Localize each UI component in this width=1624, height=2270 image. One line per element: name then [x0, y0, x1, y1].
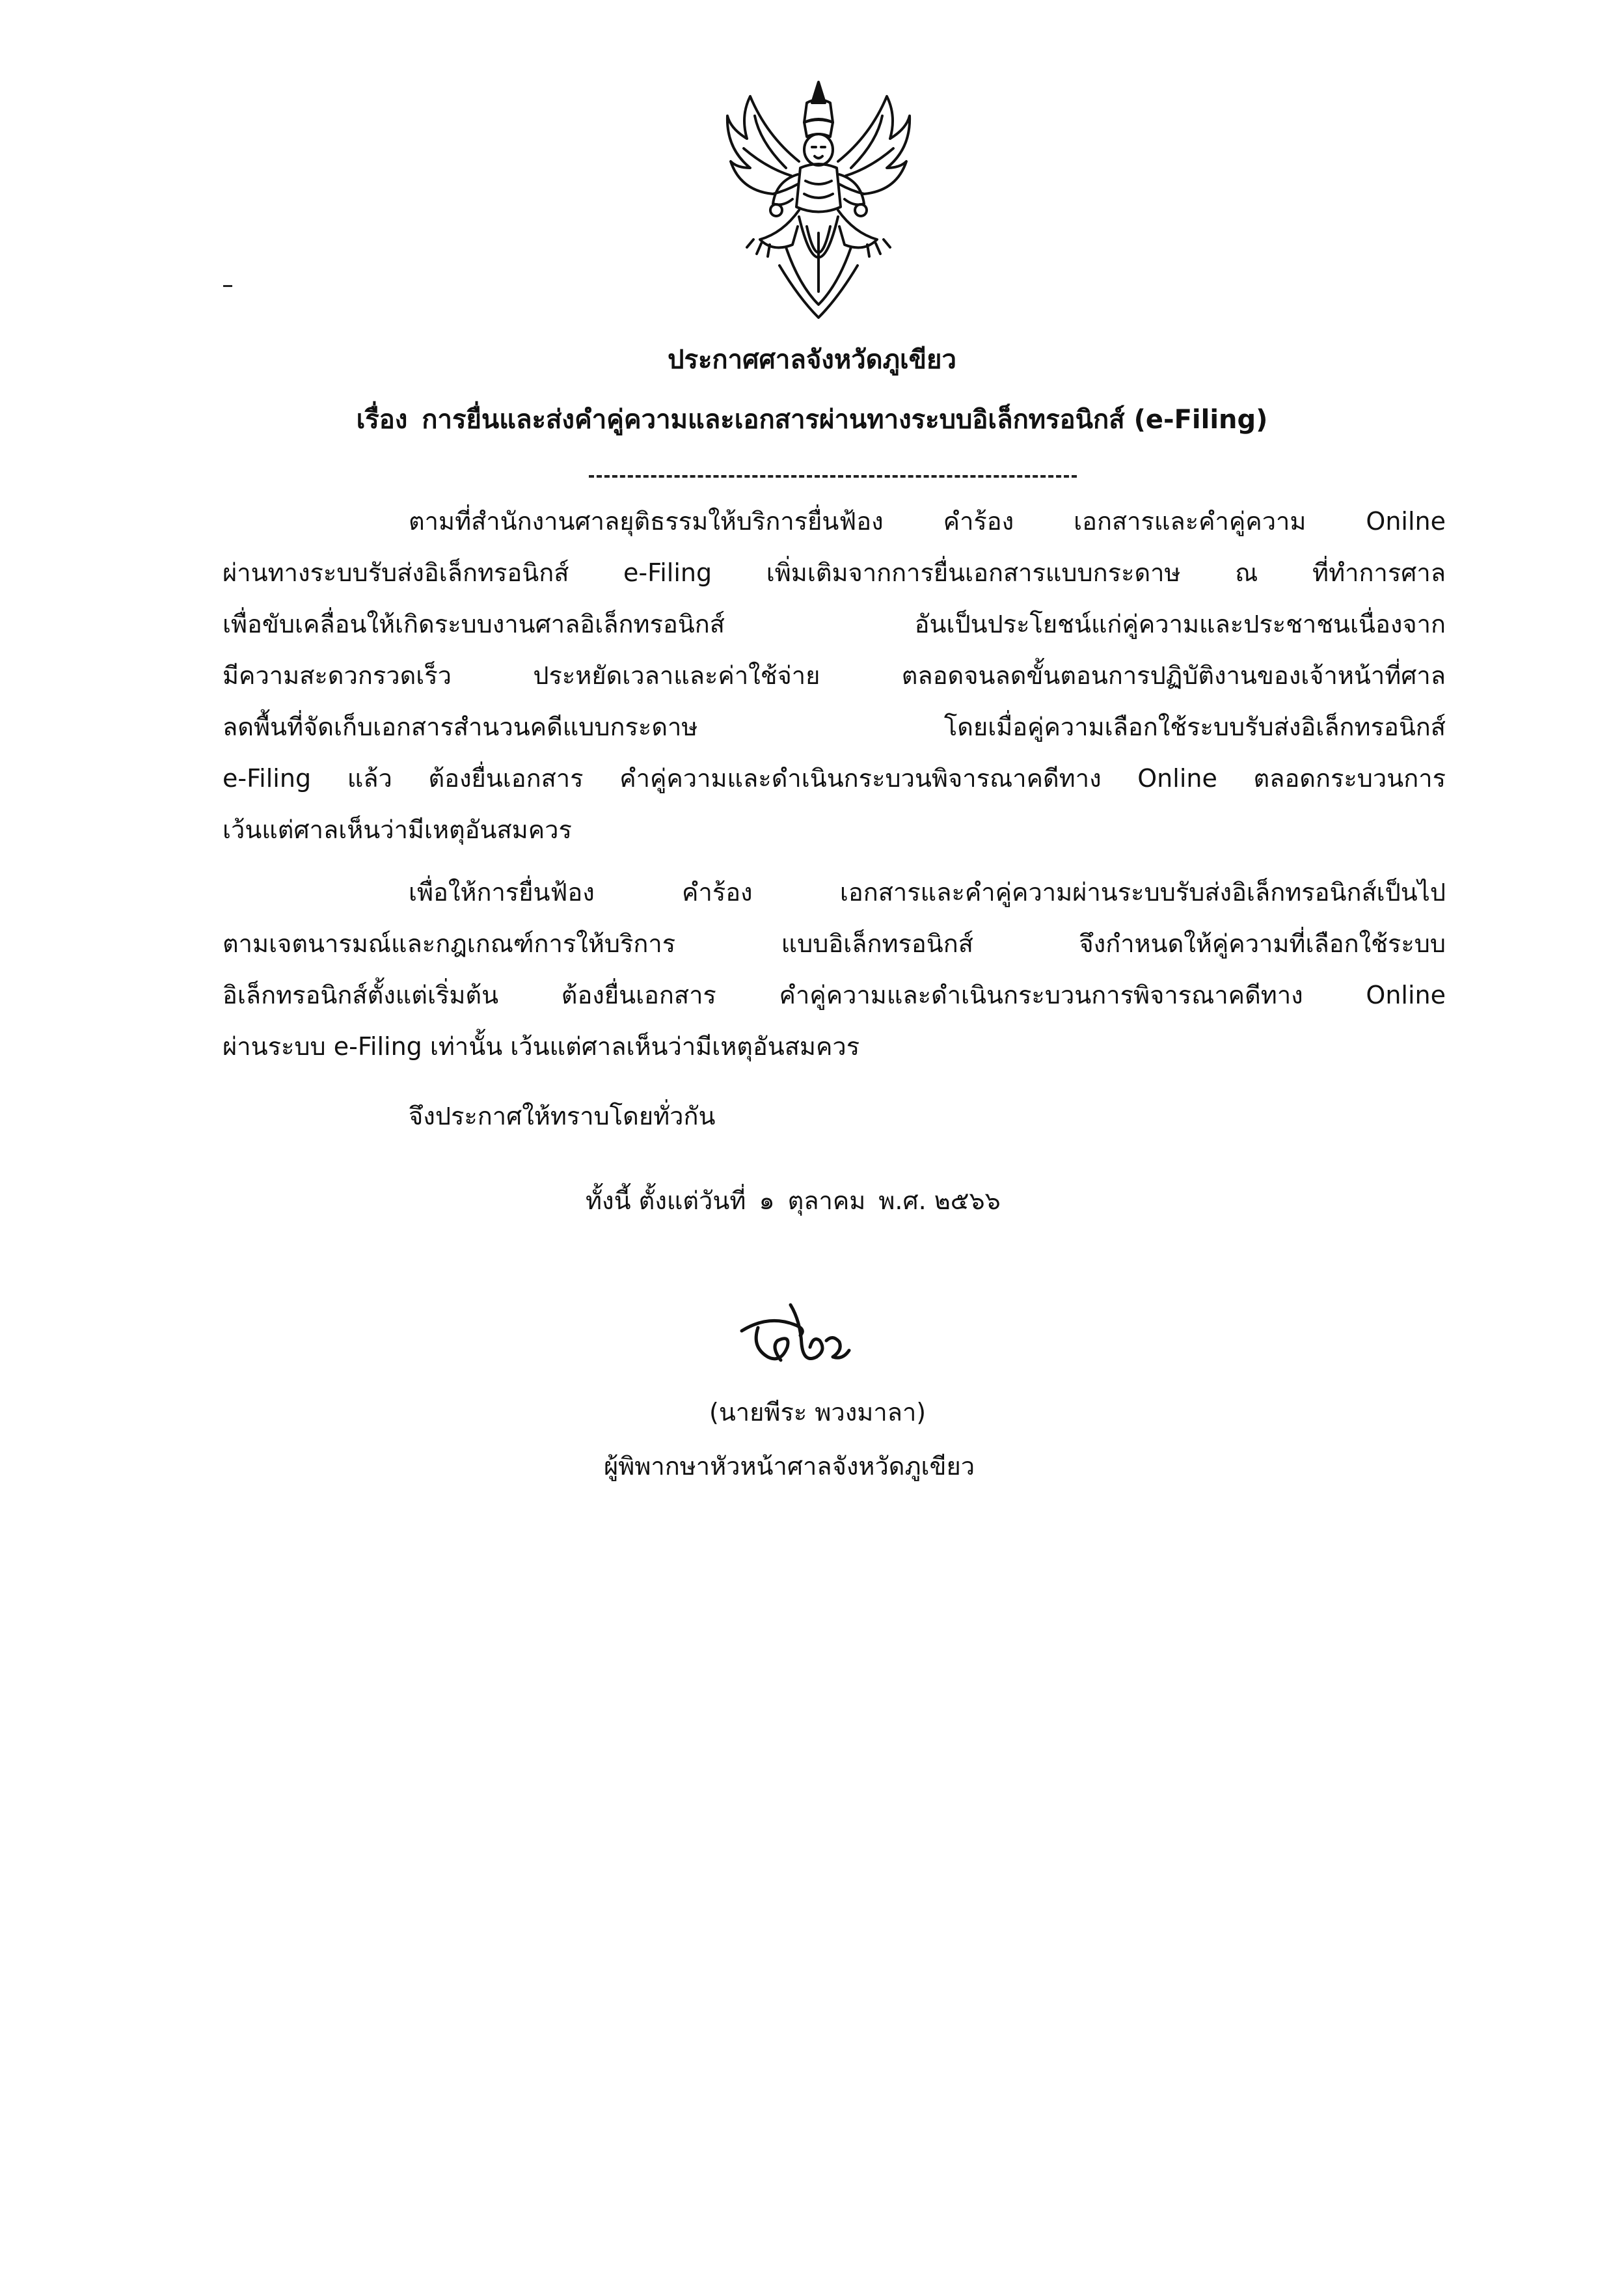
paragraph-line: ตามเจตนารมณ์และกฎเกณฑ์การให้บริการ แบบอิเล็กทรอนิกส์ จึงกำหนดให้คู่ความที่เลือกใช้ระบบ: [223, 929, 1446, 958]
subject-text: การยื่นและส่งคำคู่ความและเอกสารผ่านทางระบบอิเล็กทรอนิกส์ (e-Filing): [422, 405, 1268, 435]
effective-date-month: ตุลาคม: [787, 1186, 866, 1215]
paragraph-line: ผ่านระบบ e-Filing เท่านั้น เว้นแต่ศาลเห็นว่ามีเหตุอันสมควร: [223, 1032, 860, 1061]
paragraph-line: เว้นแต่ศาลเห็นว่ามีเหตุอันสมควร: [223, 815, 572, 844]
effective-date-day: ๑: [759, 1186, 775, 1215]
paragraph-line: ผ่านทางระบบรับส่งอิเล็กทรอนิกส์ e-Filing เพิ่มเติมจากการยื่นเอกสารแบบกระดาษ ณ ที่ทำการศาล: [223, 558, 1446, 587]
closing-statement: จึงประกาศให้ทราบโดยทั่วกัน: [409, 1102, 716, 1130]
paragraph-line: มีความสะดวกรวดเร็ว ประหยัดเวลาและค่าใช้จ่าย ตลอดจนลดขั้นตอนการปฏิบัติงานของเจ้าหน้าที่ศาล: [223, 661, 1446, 690]
title-divider: [589, 475, 1077, 478]
signer-name: (นายพีระ พวงมาลา): [709, 1398, 927, 1427]
garuda-emblem-icon: [721, 77, 916, 321]
effective-date-prefix: ทั้งนี้ ตั้งแต่วันที่: [586, 1186, 746, 1215]
paragraph-line: เพื่อให้การยื่นฟ้อง คำร้อง เอกสารและคำคู่ความผ่านระบบรับส่งอิเล็กทรอนิกส์เป็นไป: [409, 878, 1446, 907]
stray-mark: [223, 285, 232, 287]
effective-date: [586, 1178, 1014, 1224]
paragraph-2: [223, 867, 1446, 1073]
paragraph-line: ลดพื้นที่จัดเก็บเอกสารสำนวนคดีแบบกระดาษ โดยเมื่อคู่ความเลือกใช้ระบบรับส่งอิเล็กทรอนิกส์: [223, 713, 1446, 741]
paragraph-line: เพื่อขับเคลื่อนให้เกิดระบบงานศาลอิเล็กทรอนิกส์ อันเป็นประโยชน์แก่คู่ความและประชาชนเนื่องจาก: [223, 610, 1446, 638]
page-title: ประกาศศาลจังหวัดภูเขียว: [668, 345, 956, 375]
paragraph-1: [223, 496, 1446, 856]
subject-label: เรื่อง: [356, 405, 408, 435]
effective-date-year: พ.ศ. ๒๕๖๖: [878, 1186, 1001, 1215]
paragraph-line: e-Filing แล้ว ต้องยื่นเอกสาร คำคู่ความและดำเนินกระบวนพิจารณาคดีทาง Online ตลอดกระบวนการ: [223, 764, 1446, 793]
handwritten-signature-icon: [729, 1295, 878, 1376]
paragraph-line: อิเล็กทรอนิกส์ตั้งแต่เริ่มต้น ต้องยื่นเอกสาร คำคู่ความและดำเนินกระบวนการพิจารณาคดีทาง Online: [223, 981, 1446, 1009]
subject-line: [0, 397, 1624, 443]
signer-position: ผู้พิพากษาหัวหน้าศาลจังหวัดภูเขียว: [604, 1452, 975, 1481]
paragraph-line: ตามที่สำนักงานศาลยุติธรรมให้บริการยื่นฟ้อง คำร้อง เอกสารและคำคู่ความ Onilne: [409, 507, 1446, 536]
